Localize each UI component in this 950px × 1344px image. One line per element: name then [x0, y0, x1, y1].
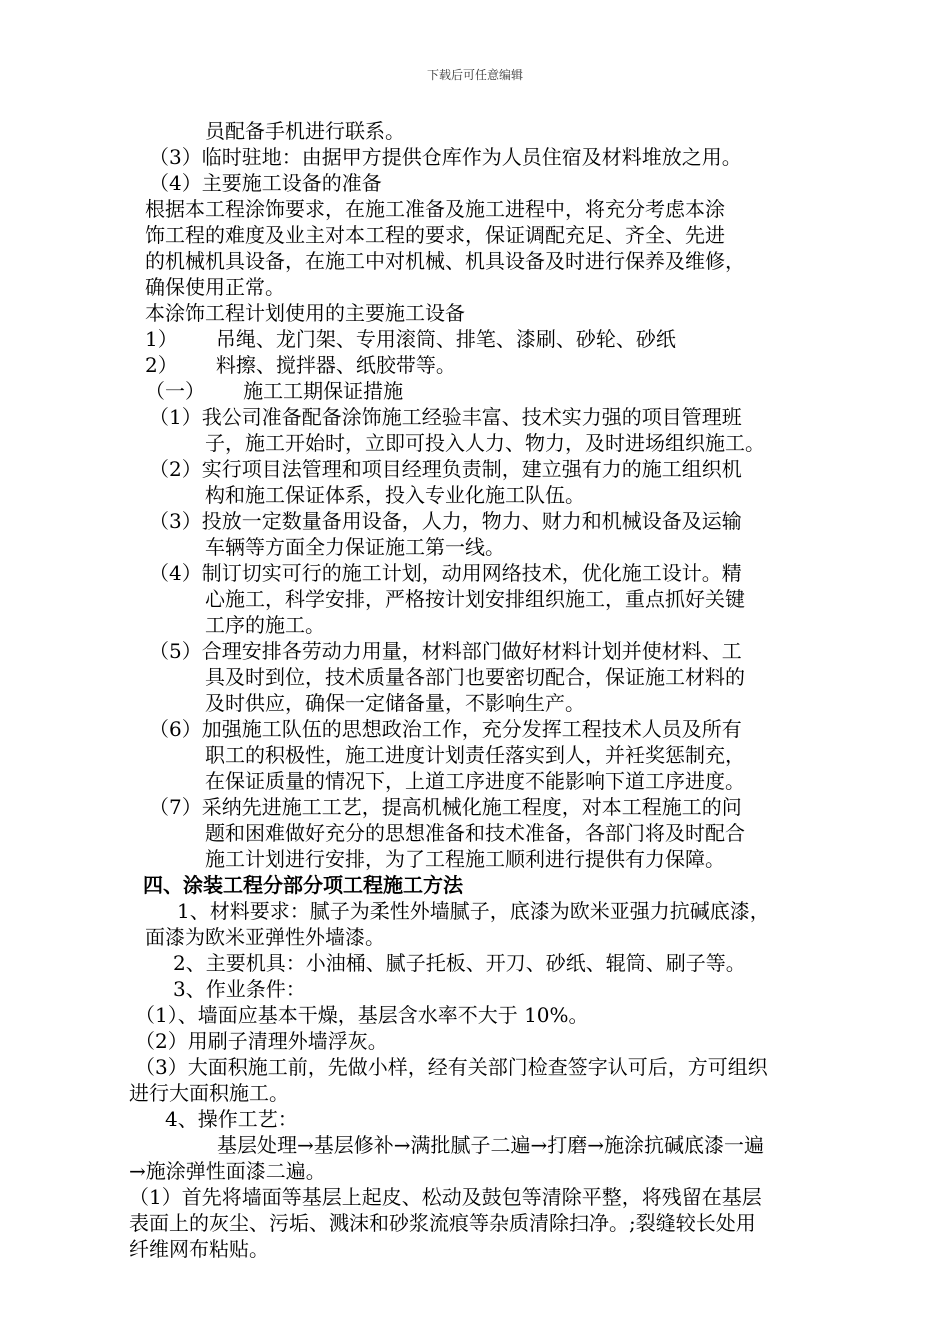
- text-line: （5）合理安排各劳动力用量，材料部门做好材料计划并使材料、工: [149, 639, 742, 663]
- page-header: 下载后可任意编辑: [426, 68, 523, 82]
- text-line: 表面上的灰尘、污垢、溅沫和砂浆流痕等杂质清除扫净。;裂缝较长处用: [129, 1211, 756, 1235]
- text-line: →施涂弹性面漆二遍。: [129, 1159, 326, 1183]
- text-line: （4）制订切实可行的施工计划，动用网络技术，优化施工设计。精: [149, 561, 742, 585]
- text-line: 饰工程的难度及业主对本工程的要求，保证调配充足、齐全、先进: [145, 223, 725, 247]
- text-line: 根据本工程涂饰要求，在施工准备及施工进程中，将充分考虑本涂: [145, 197, 725, 221]
- text-line: 题和困难做好充分的思想准备和技术准备，各部门将及时配合: [205, 821, 745, 845]
- text-line: 及时供应，确保一定储备量，不影响生产。: [205, 691, 585, 715]
- text-line: 工序的施工。: [205, 613, 325, 637]
- text-line: （3）临时驻地：由据甲方提供仓库作为人员住宿及材料堆放之用。: [149, 145, 742, 169]
- text-line: 的机械机具设备，在施工中对机械、机具设备及时进行保养及维修，: [145, 249, 745, 273]
- text-line: （6）加强施工队伍的思想政治工作，充分发挥工程技术人员及所有: [149, 717, 742, 741]
- text-line: 1） 吊绳、龙门架、专用滚筒、排笔、漆刷、砂轮、砂纸: [145, 327, 676, 351]
- text-line: 4、操作工艺：: [165, 1107, 298, 1131]
- text-line: 施工计划进行安排，为了工程施工顺利进行提供有力保障。: [205, 847, 725, 871]
- text-line: 确保使用正常。: [145, 275, 285, 299]
- section-heading: 四、涂装工程分部分项工程施工方法: [143, 873, 463, 897]
- text-line: 2、主要机具：小油桶、腻子托板、开刀、砂纸、辊筒、刷子等。: [173, 951, 746, 975]
- text-line: 具及时到位，技术质量各部门也要密切配合，保证施工材料的: [205, 665, 745, 689]
- text-line: （2）用刷子清理外墙浮灰。: [135, 1029, 388, 1053]
- text-line: 纤维网布粘贴。: [129, 1237, 269, 1261]
- text-line: 职工的积极性，施工进度计划责任落实到人，并衽奖惩制充，: [205, 743, 745, 767]
- text-line: （4）主要施工设备的准备: [149, 171, 382, 195]
- text-line: （1）首先将墙面等基层上起皮、松动及鼓包等清除平整，将残留在基层: [129, 1185, 762, 1209]
- text-line: 员配备手机进行联系。: [205, 119, 405, 143]
- text-line: （2）实行项目法管理和项目经理负责制，建立强有力的施工组织机: [149, 457, 742, 481]
- document-body: [125, 118, 865, 1262]
- text-line: 1、材料要求：腻子为柔性外墙腻子，底漆为欧米亚强力抗碱底漆，: [177, 899, 770, 923]
- text-line: （1）我公司准备配备涂饰施工经验丰富、技术实力强的项目管理班: [149, 405, 742, 429]
- text-line: 心施工，科学安排，严格按计划安排组织施工，重点抓好关键: [205, 587, 745, 611]
- text-line: 2） 料擦、搅拌器、纸胶带等。: [145, 353, 456, 377]
- text-line: 3、作业条件：: [173, 977, 306, 1001]
- text-line: 车辆等方面全力保证施工第一线。: [205, 535, 505, 559]
- text-line: （1）、墙面应基本干燥，基层含水率不大于 10%。: [135, 1003, 589, 1027]
- text-line: 基层处理→基层修补→满批腻子二遍→打磨→施涂抗碱底漆一遍: [217, 1133, 765, 1157]
- text-line: （3）投放一定数量备用设备，人力，物力、财力和机械设备及运输: [149, 509, 742, 533]
- text-line: （7）采纳先进施工工艺，提高机械化施工程度，对本工程施工的问: [149, 795, 742, 819]
- text-line: （3）大面积施工前，先做小样，经有关部门检查签字认可后，方可组织: [135, 1055, 768, 1079]
- text-line: （一） 施工工期保证措施: [145, 379, 404, 403]
- text-line: 进行大面积施工。: [129, 1081, 289, 1105]
- text-line: 面漆为欧米亚弹性外墙漆。: [145, 925, 385, 949]
- text-line: 构和施工保证体系，投入专业化施工队伍。: [205, 483, 585, 507]
- text-line: 子，施工开始时，立即可投入人力、物力，及时进场组织施工。: [205, 431, 765, 455]
- text-line: 在保证质量的情况下，上道工序进度不能影响下道工序进度。: [205, 769, 745, 793]
- text-line: 本涂饰工程计划使用的主要施工设备: [145, 301, 465, 325]
